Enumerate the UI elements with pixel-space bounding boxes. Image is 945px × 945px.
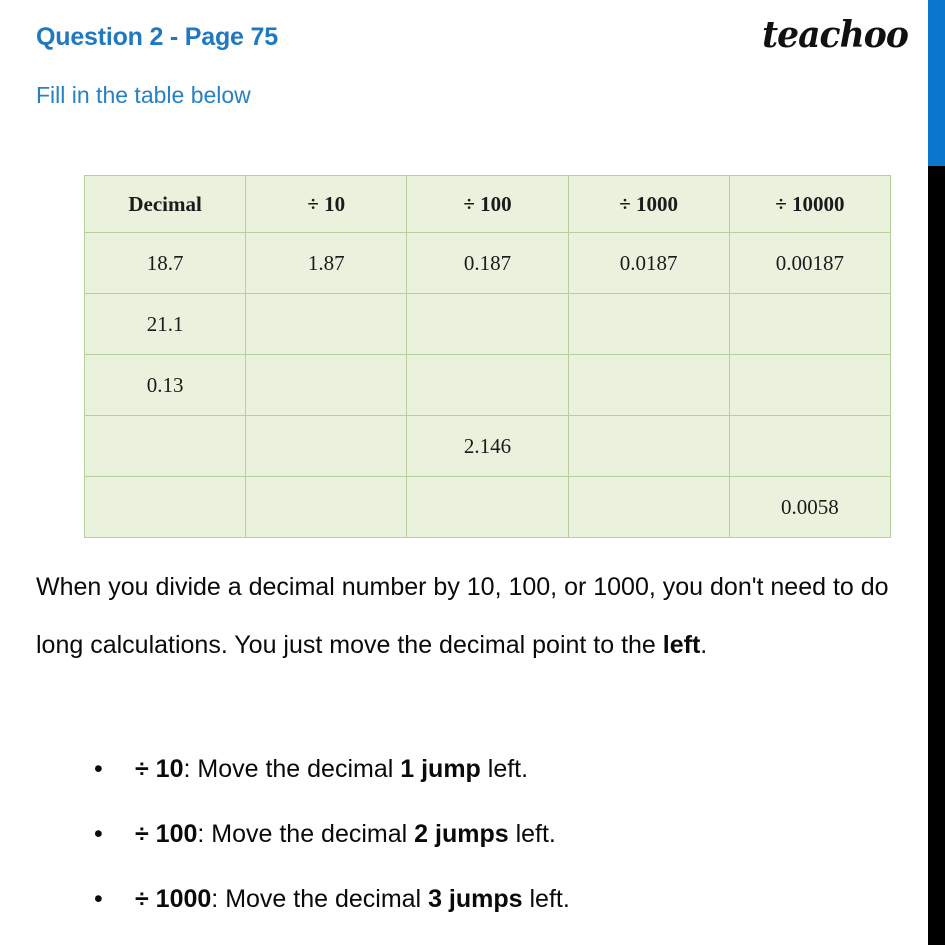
explanation-paragraph xyxy=(36,558,902,674)
column-header-div10: ÷ 10 xyxy=(246,176,407,233)
table-row xyxy=(85,416,891,477)
rule-separator: : Move the decimal xyxy=(211,885,429,913)
list-item xyxy=(62,737,902,802)
bullet-icon: • xyxy=(94,820,103,848)
column-header-div1000: ÷ 1000 xyxy=(568,176,729,233)
rule-operation: ÷ 1000 xyxy=(135,885,212,913)
table-cell-blank[interactable] xyxy=(729,355,890,416)
column-header-decimal: Decimal xyxy=(85,176,246,233)
rule-jump-count: 1 jump xyxy=(400,755,481,783)
table-cell: 0.0187 xyxy=(568,233,729,294)
table-cell-blank[interactable] xyxy=(407,477,568,538)
instruction-text: Fill in the table below xyxy=(36,82,251,108)
table-cell-blank[interactable] xyxy=(246,294,407,355)
table-cell: 0.0058 xyxy=(729,477,890,538)
rule-tail: left. xyxy=(522,885,570,913)
explanation-text-part1: When you divide a decimal number by 10, 100, or 1000, you don't need to do long calculations. You just move the decimal point to the xyxy=(36,573,889,659)
table-cell-blank[interactable] xyxy=(407,355,568,416)
explanation-emphasis: left xyxy=(662,631,701,659)
rules-list xyxy=(62,737,902,932)
table-cell-blank[interactable] xyxy=(568,416,729,477)
table-cell: 21.1 xyxy=(85,294,246,355)
rule-jump-count: 3 jumps xyxy=(428,885,523,913)
table-cell: 0.187 xyxy=(407,233,568,294)
table-cell: 1.87 xyxy=(246,233,407,294)
table-header-row xyxy=(85,176,891,233)
table-cell-blank[interactable] xyxy=(729,294,890,355)
teachoo-logo: teachoo xyxy=(762,14,908,56)
division-table xyxy=(84,175,891,538)
table-cell-blank[interactable] xyxy=(729,416,890,477)
table-cell-blank[interactable] xyxy=(246,477,407,538)
rule-operation: ÷ 100 xyxy=(135,820,198,848)
table-cell: 0.13 xyxy=(85,355,246,416)
table-cell-blank[interactable] xyxy=(85,416,246,477)
vertical-scrollbar[interactable] xyxy=(928,0,945,945)
rule-tail: left. xyxy=(480,755,529,783)
rule-separator: : Move the decimal xyxy=(197,820,415,848)
table-cell-blank[interactable] xyxy=(85,477,246,538)
rule-separator: : Move the decimal xyxy=(183,755,401,783)
rule-jump-count: 2 jumps xyxy=(414,820,509,848)
rule-tail: left. xyxy=(508,820,556,848)
table-row xyxy=(85,294,891,355)
bullet-icon: • xyxy=(94,885,103,913)
table-cell-blank[interactable] xyxy=(568,355,729,416)
explanation-text-part2: . xyxy=(700,631,708,659)
table-row xyxy=(85,477,891,538)
list-item xyxy=(62,867,902,932)
list-item xyxy=(62,802,902,867)
table-cell-blank[interactable] xyxy=(407,294,568,355)
page-title: Question 2 - Page 75 xyxy=(36,23,278,51)
rule-operation: ÷ 10 xyxy=(135,755,184,783)
table-cell-blank[interactable] xyxy=(568,294,729,355)
division-table-container xyxy=(84,175,890,538)
scrollbar-thumb[interactable] xyxy=(928,0,945,166)
table-cell-blank[interactable] xyxy=(246,355,407,416)
table-cell: 18.7 xyxy=(85,233,246,294)
table-cell: 0.00187 xyxy=(729,233,890,294)
table-cell: 2.146 xyxy=(407,416,568,477)
page-header xyxy=(0,0,928,130)
table-cell-blank[interactable] xyxy=(246,416,407,477)
table-row xyxy=(85,355,891,416)
table-cell-blank[interactable] xyxy=(568,477,729,538)
column-header-div10000: ÷ 10000 xyxy=(729,176,890,233)
column-header-div100: ÷ 100 xyxy=(407,176,568,233)
bullet-icon: • xyxy=(94,755,103,783)
explanation-block xyxy=(36,558,902,674)
table-row xyxy=(85,233,891,294)
